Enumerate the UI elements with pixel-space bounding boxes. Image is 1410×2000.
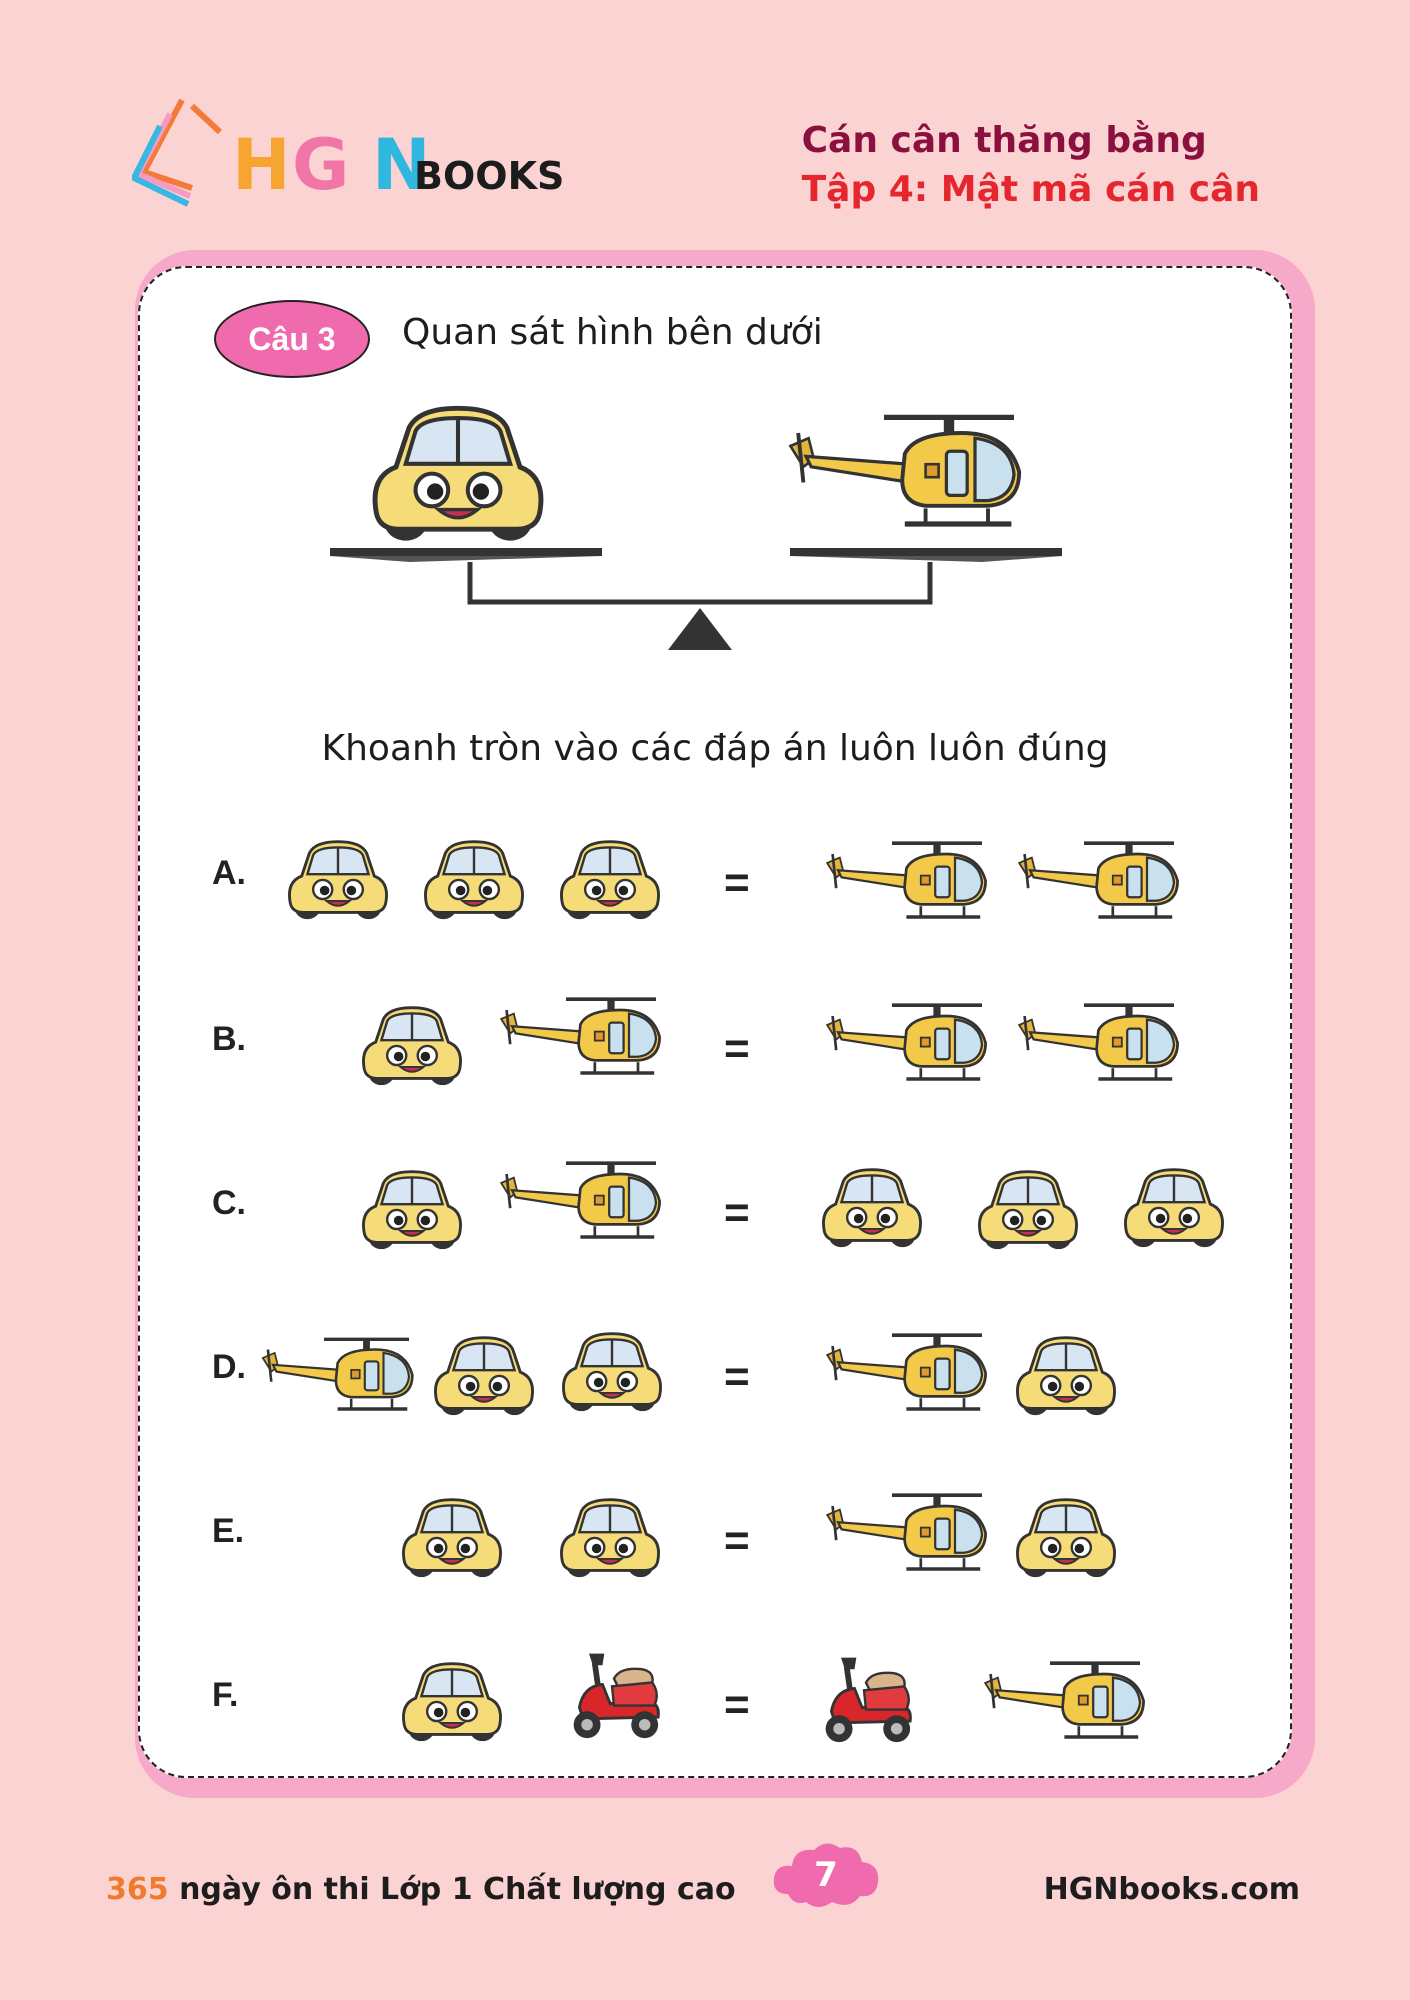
car-icon <box>354 1166 470 1252</box>
footer-series-title <box>106 1872 736 1907</box>
option-e[interactable] <box>140 1482 1290 1602</box>
scale-car-icon <box>375 408 541 540</box>
helicopter-icon <box>1012 836 1192 926</box>
car-icon <box>354 1002 470 1088</box>
logo-letter-h: H <box>232 124 291 206</box>
car-icon <box>280 836 396 922</box>
option-c[interactable] <box>140 1154 1290 1274</box>
helicopter-icon <box>494 992 674 1082</box>
question-badge: Câu 3 <box>214 300 370 378</box>
car-icon <box>394 1494 510 1580</box>
footer-series-number: 365 <box>106 1872 169 1907</box>
page-subtitle: Tập 4: Mật mã cán cân <box>801 169 1260 210</box>
helicopter-icon <box>820 836 1000 926</box>
option-label: C. <box>212 1184 246 1222</box>
equals-sign: = <box>724 1188 750 1237</box>
helicopter-icon <box>978 1656 1158 1746</box>
equals-sign: = <box>724 1024 750 1073</box>
balance-scale <box>330 398 1090 668</box>
scale-helicopter-icon <box>790 417 1019 524</box>
car-icon <box>1116 1164 1232 1250</box>
scooter-icon <box>812 1650 918 1746</box>
equals-sign: = <box>724 1680 750 1729</box>
helicopter-icon <box>820 1488 1000 1578</box>
car-icon <box>426 1332 542 1418</box>
option-label: F. <box>212 1676 239 1714</box>
option-b[interactable] <box>140 990 1290 1110</box>
logo-letter-g: G <box>292 124 350 206</box>
page-number: 7 <box>814 1855 838 1895</box>
helicopter-icon <box>820 1328 1000 1418</box>
helicopter-icon <box>820 998 1000 1088</box>
option-label: A. <box>212 854 246 892</box>
equals-sign: = <box>724 1516 750 1565</box>
car-icon <box>552 836 668 922</box>
car-icon <box>970 1166 1086 1252</box>
helicopter-icon <box>494 1156 674 1246</box>
option-a[interactable] <box>140 824 1290 944</box>
helicopter-icon <box>256 1332 426 1418</box>
helicopter-icon <box>1012 998 1192 1088</box>
car-icon <box>554 1328 670 1414</box>
page-title-block <box>802 120 1260 210</box>
option-label: E. <box>212 1512 245 1550</box>
scooter-icon <box>560 1646 666 1742</box>
car-icon <box>814 1164 930 1250</box>
instruction-text: Khoanh tròn vào các đáp án luôn luôn đúng <box>321 728 1109 769</box>
car-icon <box>394 1658 510 1744</box>
car-icon <box>1008 1332 1124 1418</box>
car-icon <box>416 836 532 922</box>
car-icon <box>1008 1494 1124 1580</box>
book-logo-icon <box>132 92 242 212</box>
page-title: Cán cân thăng bằng <box>801 120 1207 161</box>
option-label: B. <box>212 1020 246 1058</box>
question-card <box>138 266 1292 1778</box>
option-f[interactable] <box>140 1646 1290 1766</box>
footer-website[interactable]: HGNbooks.com <box>1043 1872 1300 1907</box>
equals-sign: = <box>724 1352 750 1401</box>
option-label: D. <box>212 1348 246 1386</box>
logo-books-text: BOOKS <box>414 154 565 198</box>
logo-letter-n: N <box>372 124 431 206</box>
brand-logo <box>132 92 572 212</box>
footer-series-text: ngày ôn thi Lớp 1 Chất lượng cao <box>168 1872 736 1907</box>
question-prompt: Quan sát hình bên dưới <box>402 312 823 353</box>
equals-sign: = <box>724 858 750 907</box>
option-d[interactable] <box>140 1318 1290 1438</box>
car-icon <box>552 1494 668 1580</box>
